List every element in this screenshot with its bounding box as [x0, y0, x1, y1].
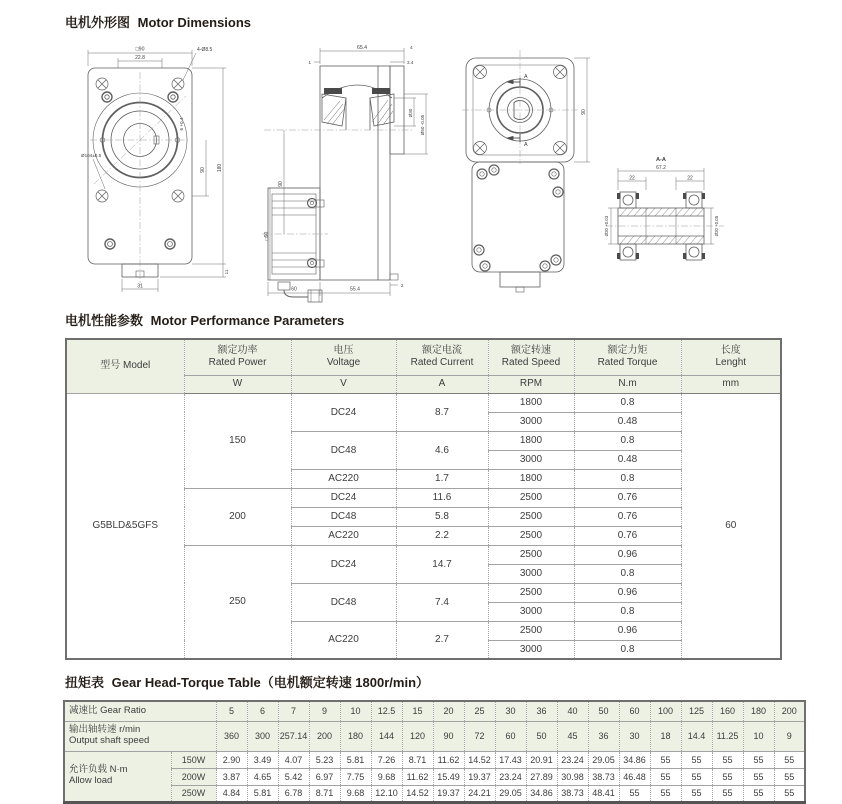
model-cell: G5BLD&5GFS — [66, 393, 184, 659]
section-aa-title: A-A — [656, 157, 666, 163]
output-speed-value: 360 — [216, 721, 247, 751]
output-speed-value: 120 — [402, 721, 433, 751]
dim-front-boss-height: 11 — [224, 269, 229, 275]
length-cell: 60 — [681, 393, 781, 659]
output-speed-value: 180 — [340, 721, 371, 751]
allow-load-value: 55 — [681, 751, 712, 768]
allow-load-value: 27.89 — [526, 768, 557, 785]
dim-aa-dia-right: Ø20 +0.05 — [714, 215, 719, 237]
voltage-cell: DC48 — [291, 583, 396, 621]
gear-ratio-value: 160 — [712, 701, 743, 721]
performance-table — [65, 338, 782, 660]
gear-ratio-value: 50 — [588, 701, 619, 721]
unit-voltage: V — [291, 375, 396, 393]
allow-load-value: 55 — [712, 768, 743, 785]
col-header-torque-zh: 额定力矩 — [607, 344, 648, 356]
output-speed-value: 60 — [495, 721, 526, 751]
front-view-drawing — [80, 38, 255, 302]
output-speed-label-zh: 输出轴转速 r/min — [69, 724, 141, 736]
allow-load-value: 55 — [743, 785, 774, 802]
allow-load-value: 6.78 — [278, 785, 309, 802]
torque-title-zh: 扭矩表 — [65, 675, 105, 690]
section-aa-drawing — [598, 150, 733, 277]
current-cell: 4.6 — [396, 431, 488, 469]
torque-cell: 0.48 — [574, 412, 681, 431]
allow-load-value: 7.75 — [340, 768, 371, 785]
dim-aa-total: 67.2 — [656, 165, 666, 171]
torque-cell: 0.76 — [574, 488, 681, 507]
gear-ratio-value: 25 — [464, 701, 495, 721]
allow-load-value: 14.52 — [464, 751, 495, 768]
unit-power: W — [184, 375, 291, 393]
allow-load-value: 30.98 — [557, 768, 588, 785]
table-row — [66, 393, 781, 412]
rpm-cell: 1800 — [488, 393, 574, 412]
performance-title-en: Motor Performance Parameters — [150, 313, 345, 328]
dim-front-center-height: 90 — [200, 167, 206, 173]
allow-load-value: 29.05 — [588, 751, 619, 768]
col-header-length-en: Lenght — [715, 357, 747, 369]
voltage-cell: DC48 — [291, 507, 396, 526]
col-header-current-zh: 额定电流 — [422, 344, 462, 356]
torque-title-en: Gear Head-Torque Table（电机额定转速 1800r/min） — [111, 675, 430, 690]
gear-ratio-value: 10 — [340, 701, 371, 721]
allow-load-label-en: Allow load — [69, 775, 113, 786]
load-sublabel-200w: 200W — [171, 768, 216, 785]
dim-side-bottom-left: 60 — [291, 286, 297, 293]
output-speed-value: 300 — [247, 721, 278, 751]
torque-cell: 0.96 — [574, 583, 681, 602]
gear-ratio-value: 15 — [402, 701, 433, 721]
allow-load-value: 11.62 — [402, 768, 433, 785]
gear-ratio-value: 180 — [743, 701, 774, 721]
gear-ratio-label: 减速比 Gear Ratio — [64, 701, 216, 721]
section-arrow-label-top: A — [524, 74, 528, 80]
allow-load-value: 5.23 — [309, 751, 340, 768]
allow-load-value: 55 — [619, 785, 650, 802]
motor-dimensions-title-zh: 电机外形图 — [65, 15, 131, 30]
gear-ratio-value: 7 — [278, 701, 309, 721]
allow-load-value: 2.90 — [216, 751, 247, 768]
output-speed-value: 9 — [774, 721, 805, 751]
voltage-cell: DC24 — [291, 393, 396, 431]
allow-load-value: 55 — [774, 751, 805, 768]
torque-cell: 0.8 — [574, 602, 681, 621]
performance-title-zh: 电机性能参数 — [65, 313, 144, 328]
allow-load-value: 55 — [743, 751, 774, 768]
gear-ratio-value: 30 — [495, 701, 526, 721]
col-header-voltage-zh: 电压 — [333, 344, 354, 356]
col-header-torque — [574, 339, 681, 375]
allow-load-value: 11.62 — [433, 751, 464, 768]
allow-load-value: 15.49 — [433, 768, 464, 785]
rpm-cell: 3000 — [488, 640, 574, 659]
output-speed-value: 257.14 — [278, 721, 309, 751]
current-cell: 7.4 — [396, 583, 488, 621]
gear-ratio-value: 6 — [247, 701, 278, 721]
allow-load-value: 23.24 — [557, 751, 588, 768]
motor-dimensions-title-en: Motor Dimensions — [137, 15, 252, 30]
allow-load-row-150w — [64, 751, 805, 768]
output-speed-value: 18 — [650, 721, 681, 751]
col-header-voltage — [291, 339, 396, 375]
rpm-cell: 3000 — [488, 450, 574, 469]
rpm-cell: 2500 — [488, 526, 574, 545]
allow-load-value: 3.49 — [247, 751, 278, 768]
gear-ratio-value: 60 — [619, 701, 650, 721]
allow-load-value: 34.86 — [619, 751, 650, 768]
rear-view-drawing — [458, 46, 606, 300]
allow-load-value: 55 — [712, 751, 743, 768]
unit-torque: N.m — [574, 375, 681, 393]
torque-cell: 0.96 — [574, 545, 681, 564]
dim-side-bottom-right: 55.4 — [350, 286, 360, 293]
allow-load-value: 38.73 — [588, 768, 619, 785]
rpm-cell: 2500 — [488, 583, 574, 602]
rpm-cell: 2500 — [488, 545, 574, 564]
allow-load-value: 55 — [712, 785, 743, 802]
gear-torque-table — [63, 700, 806, 804]
allow-load-value: 17.43 — [495, 751, 526, 768]
current-cell: 5.8 — [396, 507, 488, 526]
voltage-cell: DC48 — [291, 431, 396, 469]
allow-load-value: 55 — [681, 785, 712, 802]
performance-title — [65, 310, 344, 329]
output-speed-value: 11.25 — [712, 721, 743, 751]
unit-current: A — [396, 375, 488, 393]
dim-front-flange-dia: Ø104±0.5 — [81, 153, 102, 158]
col-header-voltage-en: Voltage — [326, 357, 361, 369]
output-speed-value: 72 — [464, 721, 495, 751]
gear-ratio-value: 20 — [433, 701, 464, 721]
dim-front-total-height: 180 — [217, 163, 223, 173]
dim-side-step: 4 — [410, 46, 413, 51]
output-speed-value: 10 — [743, 721, 774, 751]
col-header-power-en: Rated Power — [208, 357, 267, 369]
dim-side-gap: 2 — [401, 283, 404, 288]
rpm-cell: 2500 — [488, 488, 574, 507]
col-header-speed — [488, 339, 574, 375]
dim-side-shaft-dia: Ø30 — [408, 108, 413, 118]
allow-load-row-250w — [64, 785, 805, 802]
allow-load-value: 14.52 — [402, 785, 433, 802]
allow-load-value: 19.37 — [464, 768, 495, 785]
torque-cell: 0.8 — [574, 564, 681, 583]
voltage-cell: DC24 — [291, 488, 396, 507]
allow-load-value: 19.37 — [433, 785, 464, 802]
torque-cell: 0.76 — [574, 507, 681, 526]
allow-load-value: 38.73 — [557, 785, 588, 802]
allow-load-value: 4.07 — [278, 751, 309, 768]
output-speed-value: 36 — [588, 721, 619, 751]
col-header-power-zh: 额定功率 — [217, 344, 258, 356]
gear-ratio-value: 12.5 — [371, 701, 402, 721]
unit-speed: RPM — [488, 375, 574, 393]
gear-ratio-value: 125 — [681, 701, 712, 721]
allow-load-value: 24.21 — [464, 785, 495, 802]
unit-length: mm — [681, 375, 781, 393]
col-header-speed-en: Rated Speed — [501, 357, 561, 369]
allow-load-value: 4.65 — [247, 768, 278, 785]
rpm-cell: 1800 — [488, 431, 574, 450]
torque-cell: 0.8 — [574, 469, 681, 488]
allow-load-value: 55 — [650, 785, 681, 802]
output-speed-value: 30 — [619, 721, 650, 751]
output-speed-value: 50 — [526, 721, 557, 751]
allow-load-value: 55 — [743, 768, 774, 785]
dim-front-corner-holes: 4-Ø8.5 — [197, 47, 213, 53]
allow-load-value: 46.48 — [619, 768, 650, 785]
output-speed-label-en: Output shaft speed — [69, 735, 150, 746]
rpm-cell: 3000 — [488, 412, 574, 431]
dim-aa-left: 22 — [629, 175, 635, 182]
torque-cell: 0.96 — [574, 621, 681, 640]
col-header-current-en: Rated Current — [410, 357, 474, 369]
allow-load-value: 8.71 — [309, 785, 340, 802]
voltage-cell: DC24 — [291, 545, 396, 583]
dim-side-top-width: 65.4 — [356, 45, 368, 51]
motor-dimensions-title — [65, 12, 251, 31]
allow-load-value: 3.87 — [216, 768, 247, 785]
allow-load-value: 4.84 — [216, 785, 247, 802]
allow-load-row-200w — [64, 768, 805, 785]
dim-front-keyway: 6 +0.4 — [179, 117, 184, 131]
torque-cell: 0.8 — [574, 640, 681, 659]
output-speed-value: 14.4 — [681, 721, 712, 751]
power-cell: 150 — [184, 393, 291, 488]
rpm-cell: 1800 — [488, 469, 574, 488]
allow-load-value: 55 — [774, 785, 805, 802]
gear-ratio-value: 200 — [774, 701, 805, 721]
current-cell: 1.7 — [396, 469, 488, 488]
load-sublabel-150w: 150W — [171, 751, 216, 768]
col-header-model: 型号 Model — [66, 339, 184, 393]
current-cell: 14.7 — [396, 545, 488, 583]
section-arrow-label-bottom: A — [524, 142, 528, 148]
torque-cell: 0.76 — [574, 526, 681, 545]
allow-load-value: 5.42 — [278, 768, 309, 785]
gear-ratio-value: 40 — [557, 701, 588, 721]
torque-cell: 0.8 — [574, 431, 681, 450]
allow-load-value: 34.86 — [526, 785, 557, 802]
allow-load-label-zh: 允许负载 N·m — [69, 764, 128, 776]
allow-load-value: 48.41 — [588, 785, 619, 802]
allow-load-value: 9.68 — [340, 785, 371, 802]
torque-cell: 0.8 — [574, 393, 681, 412]
allow-load-value: 6.97 — [309, 768, 340, 785]
side-view-drawing — [258, 38, 453, 304]
allow-load-value: 55 — [681, 768, 712, 785]
col-header-length-zh: 长度 — [720, 344, 741, 356]
gear-ratio-value: 100 — [650, 701, 681, 721]
col-header-length — [681, 339, 781, 375]
dim-front-hole-pitch: 22.8 — [135, 55, 145, 61]
current-cell: 11.6 — [396, 488, 488, 507]
allow-load-value: 55 — [774, 768, 805, 785]
allow-load-value: 9.68 — [371, 768, 402, 785]
gear-ratio-row — [64, 701, 805, 721]
dim-side-lip: 1 — [308, 60, 311, 65]
dim-side-motor-height: 90 — [278, 181, 284, 187]
dim-side-step2: 3.4 — [407, 60, 414, 65]
voltage-cell: AC220 — [291, 469, 396, 488]
rpm-cell: 2500 — [488, 621, 574, 640]
allow-load-label — [64, 751, 171, 802]
col-header-torque-en: Rated Torque — [597, 357, 658, 369]
rpm-cell: 3000 — [488, 602, 574, 621]
rpm-cell: 3000 — [488, 564, 574, 583]
allow-load-value: 55 — [650, 751, 681, 768]
allow-load-value: 12.10 — [371, 785, 402, 802]
allow-load-value: 7.26 — [371, 751, 402, 768]
gear-ratio-value: 36 — [526, 701, 557, 721]
torque-title — [65, 672, 429, 691]
dim-side-boss-dia: Ø50 -0.05 — [420, 114, 425, 136]
allow-load-value: 29.05 — [495, 785, 526, 802]
power-cell: 250 — [184, 545, 291, 659]
dim-rear-height: 90 — [581, 109, 587, 115]
voltage-cell: AC220 — [291, 621, 396, 659]
output-speed-value: 45 — [557, 721, 588, 751]
output-speed-row — [64, 721, 805, 751]
dim-front-width: □90 — [135, 46, 145, 53]
col-header-current — [396, 339, 488, 375]
col-header-speed-zh: 额定转速 — [511, 344, 551, 356]
rpm-cell: 2500 — [488, 507, 574, 526]
allow-load-value: 23.24 — [495, 768, 526, 785]
dim-aa-dia-left: Ø20 +0.03 — [604, 215, 609, 237]
allow-load-value: 20.91 — [526, 751, 557, 768]
col-header-power — [184, 339, 291, 375]
torque-cell: 0.48 — [574, 450, 681, 469]
current-cell: 2.2 — [396, 526, 488, 545]
output-speed-value: 144 — [371, 721, 402, 751]
output-speed-value: 200 — [309, 721, 340, 751]
load-sublabel-250w: 250W — [171, 785, 216, 802]
current-cell: 8.7 — [396, 393, 488, 431]
gear-ratio-value: 5 — [216, 701, 247, 721]
dim-front-connector-width: 31 — [137, 283, 143, 290]
allow-load-value: 5.81 — [340, 751, 371, 768]
current-cell: 2.7 — [396, 621, 488, 659]
allow-load-value: 5.81 — [247, 785, 278, 802]
dim-aa-right: 22 — [687, 175, 693, 182]
output-speed-label — [64, 721, 216, 751]
allow-load-value: 8.71 — [402, 751, 433, 768]
dim-side-motor-square: □90 — [264, 231, 270, 241]
allow-load-value: 55 — [650, 768, 681, 785]
power-cell: 200 — [184, 488, 291, 545]
output-speed-value: 90 — [433, 721, 464, 751]
gear-ratio-value: 9 — [309, 701, 340, 721]
voltage-cell: AC220 — [291, 526, 396, 545]
